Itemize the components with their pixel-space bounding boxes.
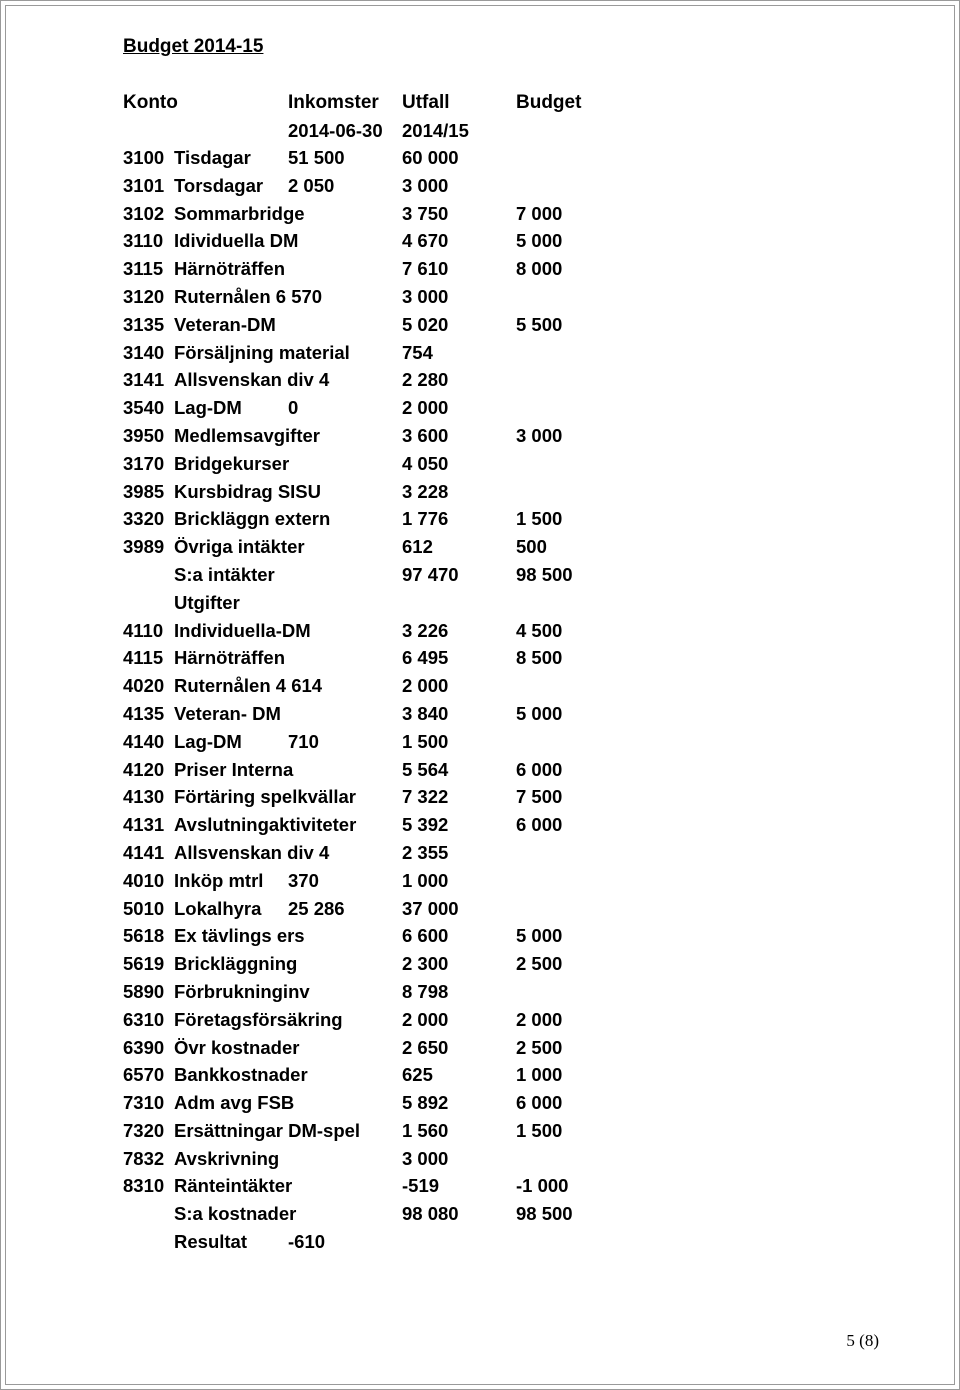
header-utfall: Utfall bbox=[402, 92, 450, 113]
account-name: Adm avg FSB bbox=[174, 1092, 295, 1114]
budget-table bbox=[1, 146, 960, 1258]
account-name: Tisdagar bbox=[174, 147, 251, 168]
table-row bbox=[1, 1036, 960, 1064]
table-row bbox=[1, 535, 960, 563]
table-row bbox=[1, 396, 960, 424]
utfall-value: 98 080 bbox=[402, 1203, 459, 1225]
table-row bbox=[1, 1147, 960, 1175]
account-name: Brickläggning bbox=[174, 953, 298, 975]
account-name: Lag-DM bbox=[174, 397, 242, 419]
account-name: Avslutningaktiviteter bbox=[174, 814, 357, 836]
inkomster-value: 25 286 bbox=[288, 897, 345, 919]
table-row bbox=[1, 897, 960, 925]
account-number: 3100 bbox=[123, 147, 165, 168]
account-number: 3120 bbox=[123, 285, 165, 307]
account-name: Bridgekurser bbox=[174, 452, 290, 474]
account-name: Ruternålen 4 614 bbox=[174, 675, 323, 697]
budget-value: 5 000 bbox=[516, 702, 563, 724]
budget-value: 500 bbox=[516, 536, 547, 558]
budget-value: 5 500 bbox=[516, 313, 563, 335]
account-name: Inköp mtrl bbox=[174, 869, 264, 891]
table-row bbox=[1, 813, 960, 841]
account-name: Allsvenskan div 4 bbox=[174, 369, 330, 391]
utfall-value: 5 020 bbox=[402, 313, 449, 335]
account-number: 3989 bbox=[123, 536, 165, 558]
budget-value: 1 500 bbox=[516, 508, 563, 530]
budget-value: 7 000 bbox=[516, 202, 563, 224]
account-name: Brickläggn extern bbox=[174, 508, 331, 530]
account-name: Härnöträffen bbox=[174, 258, 286, 280]
account-name: Övr kostnader bbox=[174, 1036, 300, 1058]
account-number: 4141 bbox=[123, 841, 165, 863]
inkomster-value: 370 bbox=[288, 869, 319, 891]
table-row bbox=[1, 257, 960, 285]
table-row bbox=[1, 341, 960, 369]
budget-value: 5 000 bbox=[516, 925, 563, 947]
table-row bbox=[1, 785, 960, 813]
table-row bbox=[1, 174, 960, 202]
budget-value: 2 500 bbox=[516, 1036, 563, 1058]
table-row bbox=[1, 952, 960, 980]
utfall-value: 3 228 bbox=[402, 480, 449, 502]
utfall-value: 2 300 bbox=[402, 953, 449, 975]
utfall-value: 60 000 bbox=[402, 147, 459, 168]
budget-value: 8 000 bbox=[516, 258, 563, 280]
table-row bbox=[1, 146, 960, 174]
account-name: Ex tävlings ers bbox=[174, 925, 305, 947]
utfall-value: -519 bbox=[402, 1175, 440, 1197]
table-row bbox=[1, 674, 960, 702]
account-number: 4110 bbox=[123, 619, 164, 641]
budget-value: 6 000 bbox=[516, 1092, 563, 1114]
table-row bbox=[1, 924, 960, 952]
header-budget: Budget bbox=[516, 92, 582, 113]
table-row bbox=[1, 1230, 960, 1258]
utfall-value: 1 560 bbox=[402, 1119, 449, 1141]
account-name: Utgifter bbox=[174, 591, 240, 613]
utfall-value: 2 355 bbox=[402, 841, 449, 863]
budget-value: 2 000 bbox=[516, 1008, 563, 1030]
account-name: Lokalhyra bbox=[174, 897, 262, 919]
utfall-value: 2 000 bbox=[402, 675, 449, 697]
table-row bbox=[1, 758, 960, 786]
budget-value: 98 500 bbox=[516, 1203, 573, 1225]
table-row bbox=[1, 424, 960, 452]
account-number: 3102 bbox=[123, 202, 165, 224]
table-row bbox=[1, 229, 960, 257]
account-number: 4115 bbox=[123, 647, 164, 669]
budget-value: 7 500 bbox=[516, 786, 563, 808]
account-number: 4020 bbox=[123, 675, 165, 697]
utfall-value: 8 798 bbox=[402, 980, 449, 1002]
account-name: S:a intäkter bbox=[174, 563, 275, 585]
budget-value: 6 000 bbox=[516, 758, 563, 780]
utfall-value: 3 226 bbox=[402, 619, 449, 641]
account-number: 7310 bbox=[123, 1092, 165, 1114]
inkomster-value: 0 bbox=[288, 397, 299, 419]
table-row bbox=[1, 507, 960, 535]
account-name: Företagsförsäkring bbox=[174, 1008, 343, 1030]
utfall-value: 97 470 bbox=[402, 563, 459, 585]
header-inkomster: Inkomster bbox=[288, 92, 379, 113]
account-number: 4135 bbox=[123, 702, 165, 724]
account-number: 3110 bbox=[123, 230, 164, 252]
utfall-value: 7 610 bbox=[402, 258, 449, 280]
utfall-value: 6 495 bbox=[402, 647, 449, 669]
account-number: 6310 bbox=[123, 1008, 165, 1030]
account-number: 4130 bbox=[123, 786, 165, 808]
table-row bbox=[1, 646, 960, 674]
table-row bbox=[1, 368, 960, 396]
account-name: Sommarbridge bbox=[174, 202, 305, 224]
utfall-value: 7 322 bbox=[402, 786, 449, 808]
page-number: 5 (8) bbox=[846, 1331, 879, 1350]
utfall-value: 3 840 bbox=[402, 702, 449, 724]
account-name: Förbrukninginv bbox=[174, 980, 310, 1002]
account-number: 3170 bbox=[123, 452, 165, 474]
account-number: 3115 bbox=[123, 258, 164, 280]
budget-value: 4 500 bbox=[516, 619, 563, 641]
budget-value: 8 500 bbox=[516, 647, 563, 669]
account-name: Kursbidrag SISU bbox=[174, 480, 321, 502]
account-number: 3985 bbox=[123, 480, 165, 502]
inkomster-value: 2 050 bbox=[288, 174, 335, 196]
utfall-value: 4 670 bbox=[402, 230, 449, 252]
account-number: 6390 bbox=[123, 1036, 165, 1058]
table-row bbox=[1, 1202, 960, 1230]
account-name: Lag-DM bbox=[174, 730, 242, 752]
account-number: 4131 bbox=[123, 814, 165, 836]
account-name: Veteran- DM bbox=[174, 702, 281, 724]
account-name: Medlemsavgifter bbox=[174, 424, 320, 446]
table-row bbox=[1, 563, 960, 591]
table-row bbox=[1, 313, 960, 341]
account-number: 4140 bbox=[123, 730, 165, 752]
budget-value: 2 500 bbox=[516, 953, 563, 975]
budget-value: 5 000 bbox=[516, 230, 563, 252]
account-name: Idividuella DM bbox=[174, 230, 299, 252]
budget-value: -1 000 bbox=[516, 1175, 569, 1197]
inkomster-value: 51 500 bbox=[288, 147, 345, 168]
account-name: Härnöträffen bbox=[174, 647, 286, 669]
utfall-value: 2 000 bbox=[402, 397, 449, 419]
utfall-value: 3 000 bbox=[402, 1147, 449, 1169]
budget-value: 1 000 bbox=[516, 1064, 563, 1086]
account-number: 8310 bbox=[123, 1175, 165, 1197]
account-name: Bankkostnader bbox=[174, 1064, 308, 1086]
account-number: 7832 bbox=[123, 1147, 165, 1169]
utfall-value: 5 892 bbox=[402, 1092, 449, 1114]
utfall-value: 1 500 bbox=[402, 730, 449, 752]
account-number: 5890 bbox=[123, 980, 165, 1002]
utfall-value: 3 000 bbox=[402, 174, 449, 196]
account-number: 7320 bbox=[123, 1119, 165, 1141]
utfall-value: 2 280 bbox=[402, 369, 449, 391]
budget-value: 3 000 bbox=[516, 424, 563, 446]
table-row bbox=[1, 452, 960, 480]
account-name: Priser Interna bbox=[174, 758, 294, 780]
account-name: Förtäring spelkvällar bbox=[174, 786, 356, 808]
account-name: Individuella-DM bbox=[174, 619, 311, 641]
budget-value: 6 000 bbox=[516, 814, 563, 836]
account-number: 4120 bbox=[123, 758, 165, 780]
account-number: 4010 bbox=[123, 869, 165, 891]
account-number: 5618 bbox=[123, 925, 165, 947]
header-utfall-period: 2014/15 bbox=[402, 120, 469, 141]
utfall-value: 4 050 bbox=[402, 452, 449, 474]
utfall-value: 3 750 bbox=[402, 202, 449, 224]
table-row bbox=[1, 869, 960, 897]
account-name: Torsdagar bbox=[174, 174, 264, 196]
account-number: 3540 bbox=[123, 397, 165, 419]
account-name: Veteran-DM bbox=[174, 313, 276, 335]
account-number: 5010 bbox=[123, 897, 165, 919]
utfall-value: 5 564 bbox=[402, 758, 449, 780]
header-konto: Konto bbox=[123, 92, 178, 113]
utfall-value: 754 bbox=[402, 341, 433, 363]
utfall-value: 625 bbox=[402, 1064, 433, 1086]
inkomster-value: 710 bbox=[288, 730, 319, 752]
table-row bbox=[1, 1008, 960, 1036]
account-name: Avskrivning bbox=[174, 1147, 280, 1169]
budget-value: 98 500 bbox=[516, 563, 573, 585]
utfall-value: 3 600 bbox=[402, 424, 449, 446]
account-name: Övriga intäkter bbox=[174, 536, 305, 558]
utfall-value: 6 600 bbox=[402, 925, 449, 947]
table-row bbox=[1, 591, 960, 619]
table-row bbox=[1, 841, 960, 869]
table-row bbox=[1, 619, 960, 647]
account-name: Försäljning material bbox=[174, 341, 350, 363]
table-row bbox=[1, 1063, 960, 1091]
inkomster-value: -610 bbox=[288, 1231, 326, 1253]
table-row bbox=[1, 1174, 960, 1202]
account-name: Resultat bbox=[174, 1231, 247, 1253]
utfall-value: 2 650 bbox=[402, 1036, 449, 1058]
account-name: Ruternålen 6 570 bbox=[174, 285, 323, 307]
table-row bbox=[1, 285, 960, 313]
account-name: Allsvenskan div 4 bbox=[174, 841, 330, 863]
utfall-value: 1 776 bbox=[402, 508, 449, 530]
document-title: Budget 2014-15 bbox=[123, 36, 264, 57]
utfall-value: 5 392 bbox=[402, 814, 449, 836]
table-row bbox=[1, 480, 960, 508]
account-number: 6570 bbox=[123, 1064, 165, 1086]
account-number: 3140 bbox=[123, 341, 165, 363]
account-name: Ränteintäkter bbox=[174, 1175, 293, 1197]
budget-value: 1 500 bbox=[516, 1119, 563, 1141]
utfall-value: 612 bbox=[402, 536, 433, 558]
table-row bbox=[1, 1091, 960, 1119]
table-row bbox=[1, 980, 960, 1008]
account-number: 3950 bbox=[123, 424, 165, 446]
table-row bbox=[1, 1119, 960, 1147]
utfall-value: 3 000 bbox=[402, 285, 449, 307]
account-number: 3320 bbox=[123, 508, 165, 530]
table-row bbox=[1, 702, 960, 730]
account-name: S:a kostnader bbox=[174, 1203, 297, 1225]
account-number: 3141 bbox=[123, 369, 165, 391]
table-row bbox=[1, 730, 960, 758]
header-inkomster-date: 2014-06-30 bbox=[288, 120, 383, 141]
utfall-value: 2 000 bbox=[402, 1008, 449, 1030]
table-row bbox=[1, 202, 960, 230]
account-number: 5619 bbox=[123, 953, 165, 975]
account-number: 3101 bbox=[123, 174, 165, 196]
utfall-value: 37 000 bbox=[402, 897, 459, 919]
account-name: Ersättningar DM-spel bbox=[174, 1119, 361, 1141]
account-number: 3135 bbox=[123, 313, 165, 335]
utfall-value: 1 000 bbox=[402, 869, 449, 891]
